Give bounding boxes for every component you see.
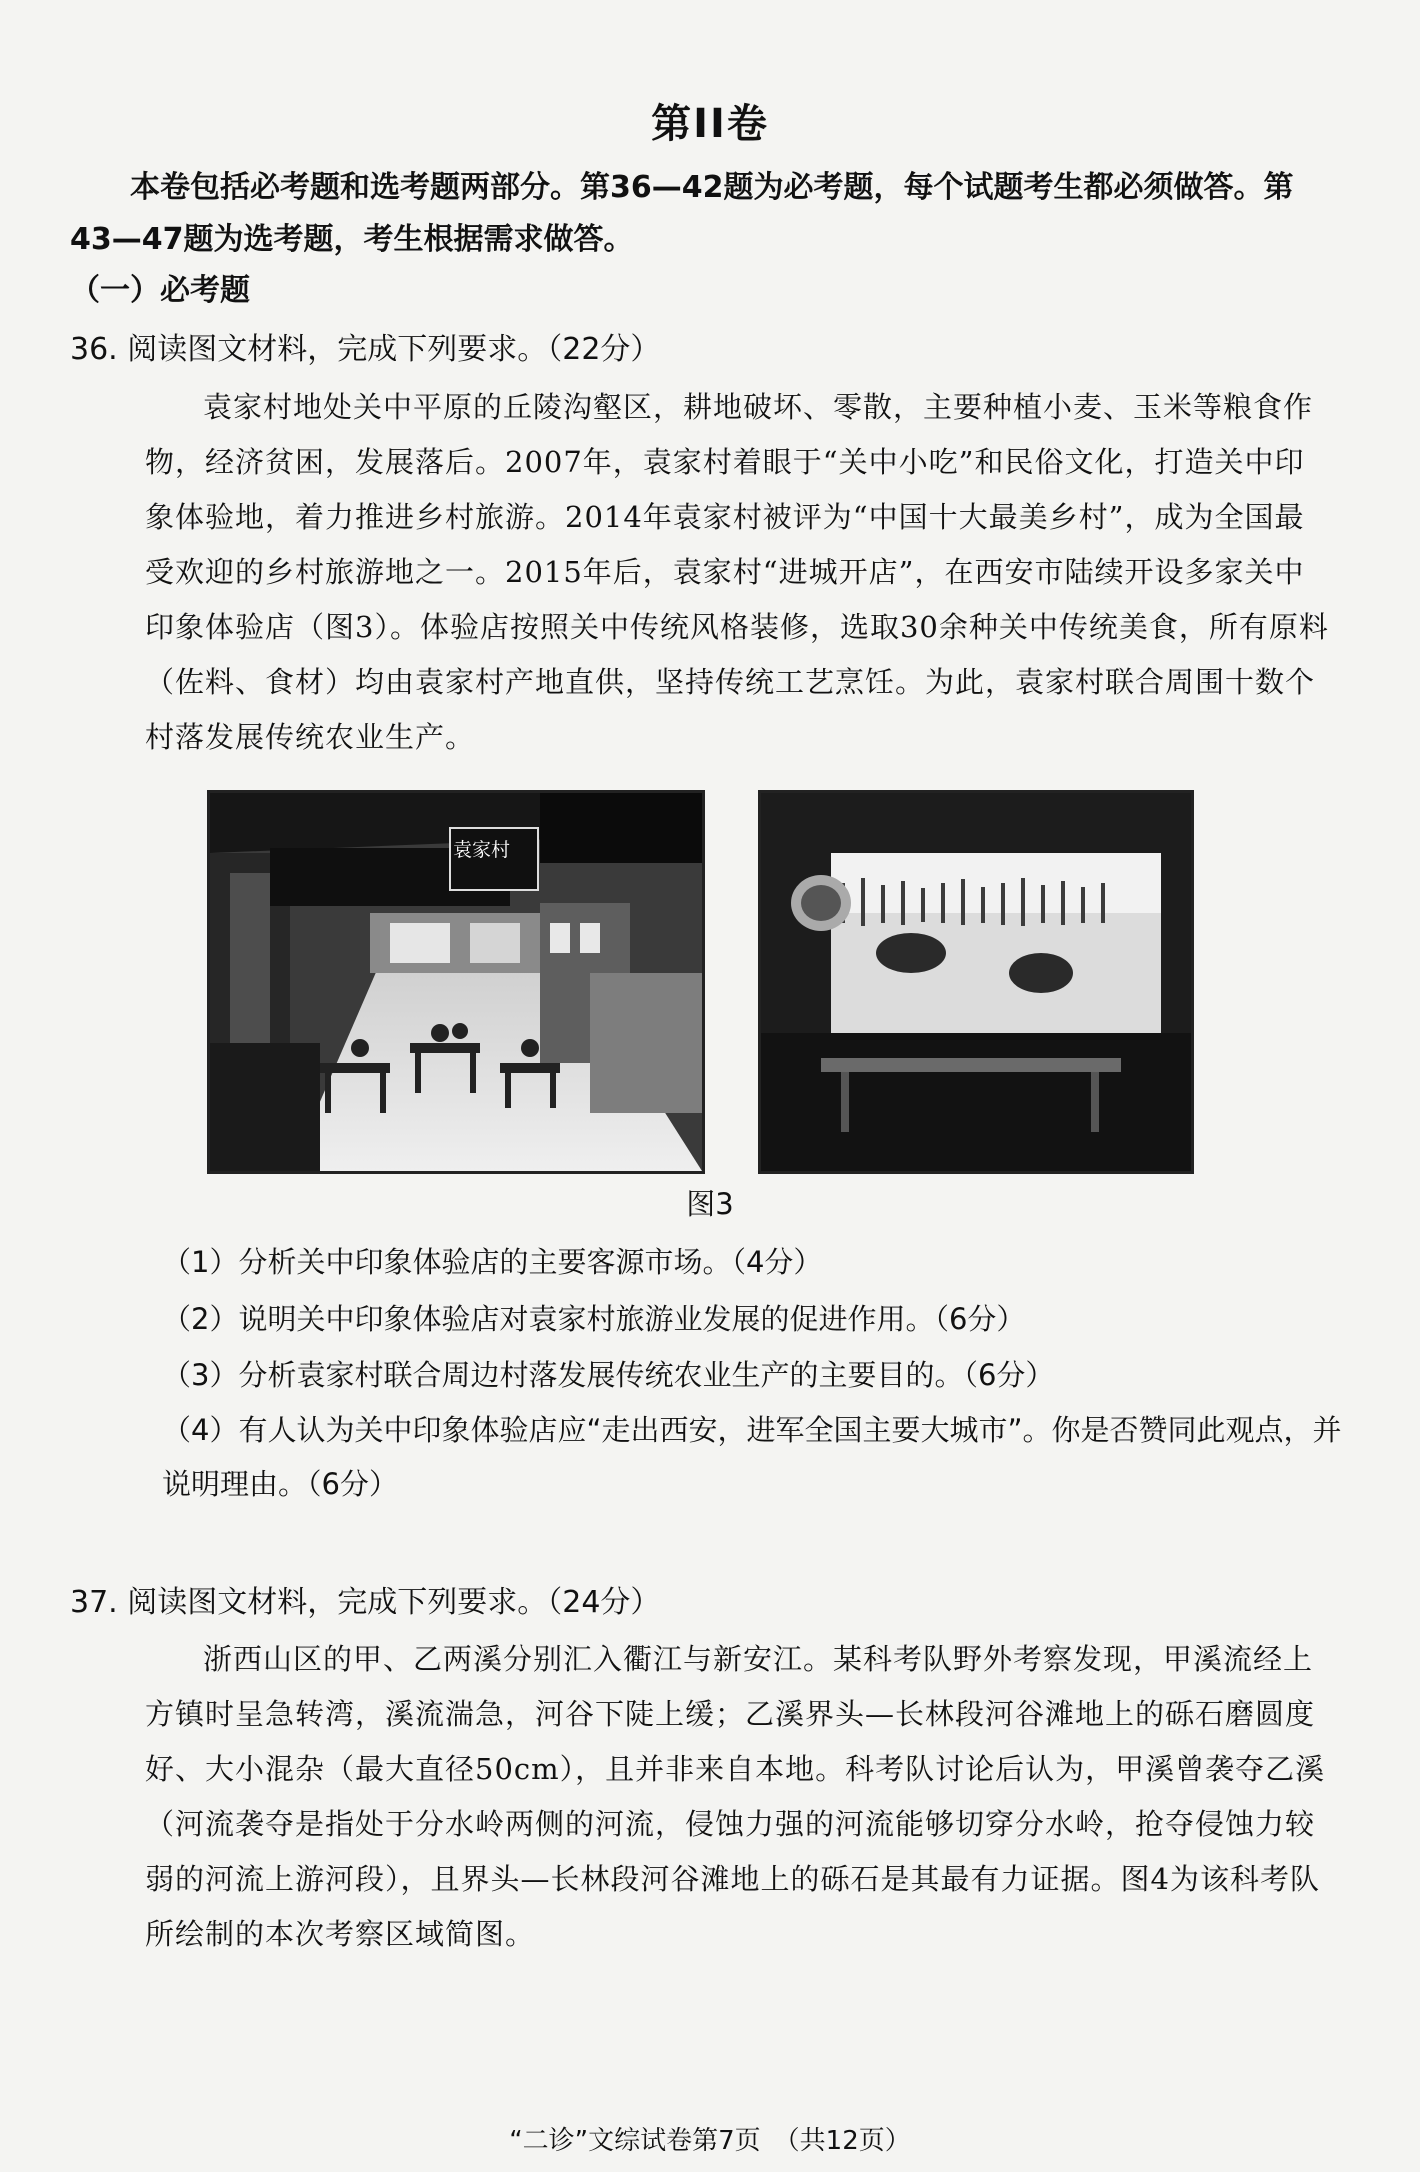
- question-37-heading: 37. 阅读图文材料，完成下列要求。（24分）: [70, 1585, 661, 1620]
- store-interior-photo: [207, 790, 705, 1174]
- question-36-part-4: （4）有人认为关中印象体验店应“走出西安，进军全国主要大城市”。你是否赞同此观点，并说明理由。（6分）: [162, 1413, 1342, 1501]
- part-instructions: 本卷包括必考题和选考题两部分。第36—42题为必考题，每个试题考生都必须做答。第43—47题为选考题，考生根据需求做答。: [70, 170, 1294, 257]
- question-36-material: 袁家村地处关中平原的丘陵沟壑区，耕地破坏、零散，主要种植小麦、玉米等粮食作物，经济贫困，发展落后。2007年，袁家村着眼于“关中小吃”和民俗文化，打造关中印象体验地，着力推进乡村旅游。2014年袁家村被评为“中国十大最美乡村”，成为全国最受欢迎的乡村旅游地之一。2015年后，袁家村“进城开店”，在西安市陆续开设多家关中印象体验店（图3）。体验店按照关中传统风格装修，选取30余种关中传统美食，所有原料（佐料、食材）均由袁家村产地直供，坚持传统工艺烹饪。为此，袁家村联合周围十数个村落发展传统农业生产。: [145, 390, 1329, 754]
- store-decor-photo: [758, 790, 1194, 1174]
- question-36-part-2: （2）说明关中印象体验店对袁家村旅游业发展的促进作用。（6分）: [162, 1302, 1026, 1336]
- figure-3-caption: 图3: [686, 1187, 734, 1221]
- question-36-heading: 36. 阅读图文材料，完成下列要求。（22分）: [70, 332, 661, 367]
- question-36-part-1: （1）分析关中印象体验店的主要客源市场。（4分）: [162, 1245, 823, 1279]
- question-36-part-3: （3）分析袁家村联合周边村落发展传统农业生产的主要目的。（6分）: [162, 1358, 1055, 1392]
- part-title: 第II卷: [651, 101, 769, 147]
- section-heading: （一）必考题: [70, 273, 250, 308]
- store-sign: 袁家村: [453, 839, 511, 861]
- question-37-material: 浙西山区的甲、乙两溪分别汇入衢江与新安江。某科考队野外考察发现，甲溪流经上方镇时呈急转湾，溪流湍急，河谷下陡上缓；乙溪界头—长林段河谷滩地上的砾石磨圆度好、大小混杂（最大直径50cm），且并非来自本地。科考队讨论后认为，甲溪曾袭夺乙溪（河流袭夺是指处于分水岭两侧的河流，侵蚀力强的河流能够切穿分水岭，抢夺侵蚀力较弱的河流上游河段），且界头—长林段河谷滩地上的砾石是其最有力证据。图4为该科考队所绘制的本次考察区域简图。: [145, 1642, 1326, 1951]
- page-footer: “二诊”文综试卷第7页 （共12页）: [509, 2126, 911, 2156]
